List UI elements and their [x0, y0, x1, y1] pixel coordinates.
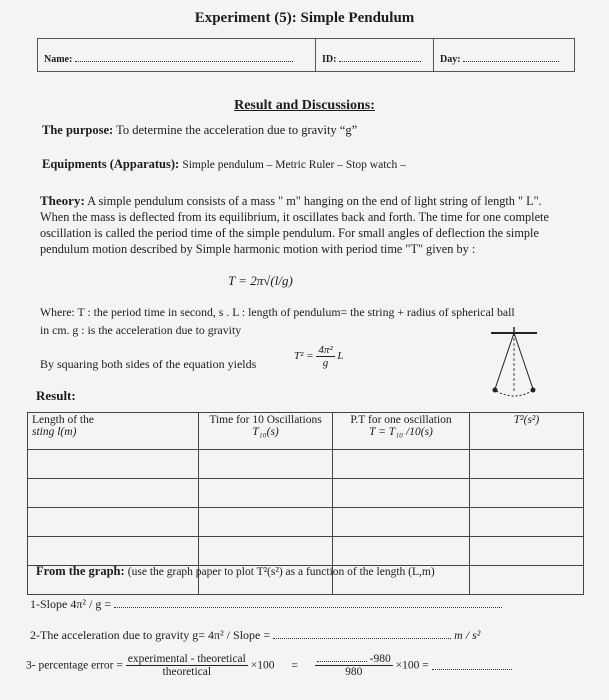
table-cell[interactable]: [199, 508, 333, 537]
question-error-label: 3- percentage error =: [26, 659, 123, 672]
result-label: Result:: [36, 388, 76, 403]
error-result-dots[interactable]: [432, 661, 512, 670]
error-denominator-2: 980: [345, 666, 363, 678]
header-period-line2: T = T₁₀ /10(s): [369, 426, 433, 438]
table-row: [28, 537, 584, 566]
table-cell[interactable]: [333, 450, 470, 479]
table-cell[interactable]: [470, 566, 584, 595]
table-cell[interactable]: [470, 450, 584, 479]
table-header-row: [28, 413, 584, 450]
question-gravity-unit: m / s²: [454, 628, 481, 642]
error-equals: =: [291, 659, 298, 672]
name-dots: [75, 53, 293, 62]
table-cell[interactable]: [333, 508, 470, 537]
error-numerator-2: [315, 653, 393, 666]
header-period-line1: P.T for one oscillation: [350, 414, 452, 426]
question-gravity-text: 2-The acceleration due to gravity g= 4π² / Slope =: [30, 628, 271, 642]
error-multiplier: ×100: [250, 659, 275, 672]
header-length-line1: Length of the: [32, 414, 94, 426]
name-label: Name:: [44, 54, 73, 65]
table-cell[interactable]: [28, 508, 199, 537]
question-gravity-dots[interactable]: [273, 630, 451, 639]
header-time10-line1: Time for 10 Oscillations: [209, 414, 322, 426]
pendulum-diagram-icon: [485, 325, 543, 405]
error-denominator: theoretical: [162, 666, 212, 678]
name-field[interactable]: [38, 39, 316, 71]
table-row: [28, 450, 584, 479]
question-slope: [30, 597, 502, 612]
squaring-text: By squaring both sides of the equation yields: [40, 357, 257, 371]
day-label: Day:: [440, 54, 461, 65]
error-fraction: [126, 653, 248, 678]
header-length-line2: sting l(m): [32, 426, 77, 438]
table-row: [28, 508, 584, 537]
error-numerator: experimental - theoretical: [127, 653, 246, 665]
page-title: Experiment (5): Simple Pendulum: [194, 10, 415, 26]
purpose-text: To determine the acceleration due to gravity “g”: [116, 123, 358, 137]
question-error: [26, 653, 512, 678]
day-dots: [463, 53, 559, 62]
table-cell[interactable]: [28, 479, 199, 508]
id-dots: [339, 53, 421, 62]
table-cell[interactable]: [28, 450, 199, 479]
period-formula: T = 2π√(l/g): [228, 273, 293, 288]
table-cell[interactable]: [199, 450, 333, 479]
where-line-1: Where: T : the period time in second, s . L : length of pendulum= the string + radius of spherical ball: [40, 305, 515, 319]
question-gravity: [30, 628, 480, 643]
squared-fraction: [316, 344, 334, 369]
question-slope-text: 1-Slope 4π² / g =: [30, 597, 112, 611]
header-length: [28, 413, 199, 450]
table-cell[interactable]: [199, 479, 333, 508]
header-t-squared-line2: T²(s²): [513, 414, 540, 426]
header-time10: [199, 413, 333, 450]
theory-paragraph: [40, 193, 572, 257]
id-label: ID:: [322, 54, 337, 65]
squared-lhs: T² =: [294, 350, 314, 363]
table-cell[interactable]: [28, 537, 199, 566]
header-period: [333, 413, 470, 450]
table-cell[interactable]: [470, 508, 584, 537]
squared-denominator: g: [322, 357, 329, 369]
graph-label: From the graph:: [36, 564, 125, 578]
table-cell[interactable]: [470, 537, 584, 566]
error-multiplier-2: ×100 =: [395, 659, 429, 672]
table-cell[interactable]: [333, 537, 470, 566]
header-time10-line2: T₁₀(s): [252, 426, 279, 438]
table-cell[interactable]: [470, 479, 584, 508]
section-title: Result and Discussions:: [234, 98, 375, 113]
squared-rhs: L: [337, 350, 344, 363]
student-info-box: [37, 38, 575, 72]
equipments: [42, 157, 406, 172]
graph-text: (use the graph paper to plot T²(s²) as a function of the length (L,m): [127, 566, 435, 578]
theory-text: A simple pendulum consists of a mass " m" hanging on the end of light string of length " L". When the mass is deflected from its equilibrium, it oscillates back and forth. The time for one complete oscillation is called the period time of the simple pendulum. For small angles of deflection the simple pendulum motion described by Simple harmonic motion with period time "T" given by :: [40, 194, 549, 256]
id-field[interactable]: [316, 39, 434, 71]
equipments-label: Equipments (Apparatus):: [42, 157, 180, 171]
theory-label: Theory:: [40, 193, 85, 208]
squared-numerator: 4π²: [318, 344, 333, 356]
where-line-2: in cm. g : is the acceleration due to gravity: [40, 323, 242, 337]
day-field[interactable]: [434, 39, 573, 71]
table-cell[interactable]: [199, 537, 333, 566]
error-numerator-2-value: -980: [369, 653, 391, 665]
graph-instruction: [36, 564, 435, 579]
purpose: [42, 123, 357, 138]
error-fraction-2: [315, 653, 393, 678]
table-row: [28, 479, 584, 508]
equipments-text: Simple pendulum – Metric Ruler – Stop watch –: [182, 159, 406, 171]
purpose-label: The purpose:: [42, 123, 114, 137]
squared-formula: [294, 344, 344, 369]
table-cell[interactable]: [333, 479, 470, 508]
error-blank[interactable]: [317, 653, 367, 662]
header-t-squared: [470, 413, 584, 450]
question-slope-dots[interactable]: [114, 599, 502, 608]
